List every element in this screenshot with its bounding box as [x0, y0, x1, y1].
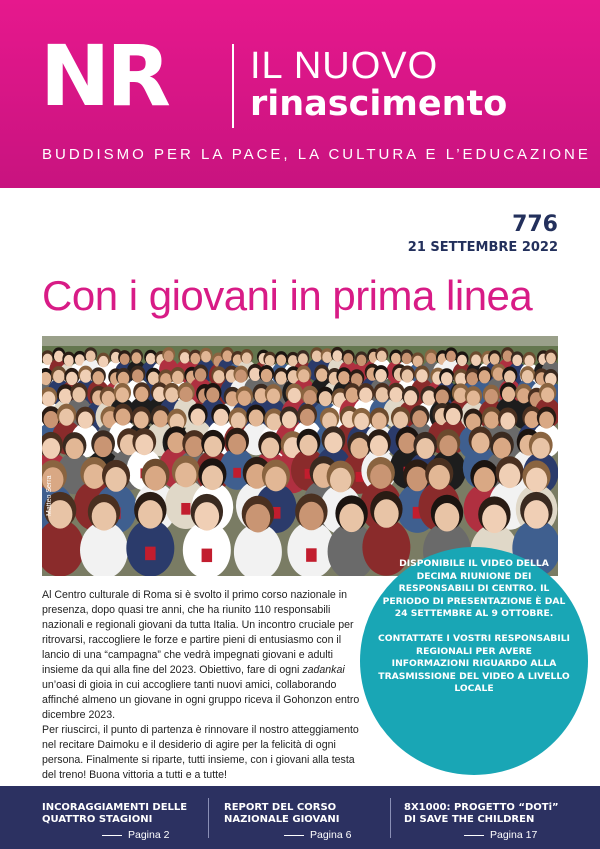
crowd-shape — [467, 391, 480, 406]
crowd-shape — [479, 370, 490, 383]
crowd-shape — [265, 467, 286, 492]
crowd-shape — [228, 434, 246, 455]
crowd-shape — [132, 369, 143, 382]
crowd-shape — [206, 387, 219, 402]
crowd-shape — [59, 409, 74, 426]
crowd-shape — [195, 368, 206, 381]
crowd-shape — [357, 355, 367, 366]
crowd-shape — [164, 350, 174, 361]
crowd-shape — [493, 438, 511, 459]
crowd-shape — [402, 353, 412, 364]
photo-credit: Matteo Serra — [46, 475, 53, 516]
crowd-shape — [500, 412, 515, 429]
crowd-shape — [43, 354, 53, 365]
footer-item-incoraggiamenti[interactable] — [42, 802, 187, 841]
crowd-shape — [393, 412, 408, 429]
logo-nr: NR — [40, 27, 167, 125]
logo-divider — [232, 44, 234, 128]
crowd-shape — [235, 369, 246, 382]
crowd-shape — [370, 435, 388, 456]
crowd-shape — [201, 351, 211, 362]
crowd-shape — [222, 350, 232, 361]
crowd-shape — [532, 438, 550, 459]
issue-number: 776 — [512, 212, 558, 237]
crowd-shape — [44, 411, 59, 428]
crowd-shape — [370, 464, 391, 489]
crowd-shape — [54, 351, 64, 362]
crowd-shape — [195, 502, 220, 531]
crowd-shape — [180, 387, 193, 402]
crowd-shape — [238, 391, 251, 406]
announcement-text — [378, 558, 570, 696]
crowd-shape — [350, 438, 368, 459]
crowd-shape — [180, 352, 190, 363]
crowd-shape — [412, 410, 427, 427]
crowd-shape — [435, 503, 460, 532]
announcement-block-1: DISPONIBILE IL VIDEO DELLA DECIMA RIUNIONE DEI RESPONSABILI DI CENTRO. IL PERIODO DI PRESENTAZIONE È DAL 24 SETTEMBRE AL 9 OTTOBRE. — [382, 558, 566, 620]
group-photo-illustration — [42, 336, 558, 576]
crowd-shape — [306, 548, 317, 562]
crowd-shape — [319, 391, 332, 406]
crowd-shape — [249, 409, 264, 426]
crowd-shape — [134, 411, 149, 428]
crowd-shape — [202, 549, 213, 563]
crowd-shape — [374, 499, 399, 528]
crowd-shape — [204, 436, 222, 457]
crowd-shape — [471, 432, 489, 453]
footer-separator — [208, 798, 209, 838]
article-paragraph-1: Al Centro culturale di Roma si è svolto il primo corso nazionale in presenza, dopo quasi tre anni, che ha riunito 110 responsabili nazionali e regionali giovani da tutta Italia. Un incontro cruciale per ritrovarsi, raccogliere le forze e partire pieni di entusiasmo con il lancio di una “campagna” che vedrà impegnati giovani e adulti insieme da qui alla fine del 2023. Obiettivo, fare di ogni zadankai un’oasi di gioia in cui accogliere tanti nuovi amici, collaborando affinché almeno un giovane in ogni gruppo riceva il Gohonzon entro dicembre 2023. — [42, 589, 360, 721]
crowd-shape — [84, 464, 105, 489]
crowd-shape — [338, 371, 349, 384]
crowd-shape — [546, 353, 556, 364]
crowd-shape — [185, 436, 203, 457]
crowd-shape — [524, 355, 534, 366]
crowd-shape — [145, 466, 166, 491]
crowd-shape — [324, 432, 342, 453]
crowd-shape — [376, 387, 389, 402]
footer-item-title: 8X1000: PROGETTO “DOTi” DI SAVE THE CHILDREN — [404, 802, 559, 825]
crowd-shape — [512, 355, 522, 366]
crowd-shape — [242, 352, 252, 363]
article-paragraph-2: Per riuscirci, il punto di partenza è rinnovare il nostro atteggiamento nel recitare Daimoku e il desiderio di agire per la felicità di ogni persona. Finalmente si riparte, tutti insieme, con i giovani alla testa del treno! Buona vittoria a tutti e a tutte! — [42, 724, 359, 781]
crowd-shape — [94, 436, 112, 457]
crowd-shape — [233, 468, 241, 478]
footer-bar — [0, 786, 600, 849]
crowd-shape — [343, 353, 353, 364]
footer-item-report[interactable] — [224, 802, 351, 841]
masthead-title-line2: rinascimento — [250, 84, 508, 124]
crowd-shape — [92, 502, 117, 531]
crowd-shape — [86, 351, 96, 362]
crowd-shape — [372, 412, 387, 429]
masthead — [0, 0, 600, 188]
crowd-shape — [42, 391, 55, 406]
crowd-shape — [172, 371, 183, 384]
crowd-shape — [485, 389, 498, 404]
crowd-shape — [499, 463, 520, 488]
crowd-shape — [346, 387, 359, 402]
crowd-shape — [116, 387, 129, 402]
crowd-shape — [422, 390, 435, 405]
crowd-shape — [441, 372, 452, 385]
crowd-shape — [416, 369, 427, 382]
crowd-shape — [303, 390, 316, 405]
issue-date: 21 SETTEMBRE 2022 — [407, 240, 558, 255]
crowd-shape — [526, 468, 547, 493]
crowd-shape — [116, 409, 131, 426]
crowd-shape — [407, 467, 428, 492]
crowd-shape — [299, 435, 317, 456]
crowd-shape — [391, 353, 401, 364]
crowd-shape — [213, 370, 224, 383]
crowd-shape — [524, 500, 549, 528]
footer-item-8x1000[interactable] — [404, 802, 559, 841]
crowd-shape — [404, 390, 417, 405]
article-body — [42, 588, 362, 783]
crowd-shape — [190, 353, 200, 364]
crowd-shape — [490, 353, 500, 364]
crowd-shape — [146, 353, 156, 364]
crowd-shape — [402, 369, 413, 382]
crowd-shape — [66, 438, 84, 459]
crowd-shape — [413, 356, 423, 367]
group-photo — [42, 336, 558, 576]
crowd-shape — [354, 413, 369, 430]
crowd-shape — [522, 370, 533, 383]
crowd-shape — [275, 371, 286, 384]
crowd-shape — [53, 370, 64, 383]
crowd-shape — [300, 409, 315, 426]
crowd-shape — [474, 467, 495, 492]
crowd-shape — [267, 388, 280, 403]
crowd-shape — [265, 355, 275, 366]
crowd-shape — [439, 435, 457, 456]
crowd-shape — [298, 369, 309, 382]
crowd-shape — [80, 369, 91, 382]
crowd-shape — [282, 411, 297, 428]
crowd-shape — [98, 356, 108, 367]
crowd-shape — [457, 355, 467, 366]
crowd-shape — [78, 412, 93, 429]
crowd-shape — [539, 412, 554, 429]
crowd-shape — [276, 354, 286, 365]
announcement-block-2: CONTATTATE I VOSTRI RESPONSABILI REGIONALI PER AVERE INFORMAZIONI RIGUARDO ALLA TRASMISSIONE DEL VIDEO A LIVELLO LOCALE — [378, 632, 570, 695]
crowd-shape — [390, 387, 403, 402]
crowd-shape — [64, 355, 74, 366]
crowd-shape — [504, 370, 515, 383]
crowd-shape — [202, 465, 223, 490]
crowd-shape — [416, 438, 434, 459]
crowd-shape — [359, 387, 372, 402]
crowd-shape — [502, 387, 515, 402]
crowd-shape — [426, 353, 436, 364]
crowd-shape — [118, 372, 129, 385]
crowd-shape — [105, 467, 126, 492]
crowd-shape — [181, 503, 190, 515]
crowd-shape — [330, 468, 351, 493]
crowd-shape — [482, 505, 507, 533]
crowd-shape — [135, 387, 148, 402]
crowd-shape — [332, 350, 342, 361]
crowd-shape — [72, 387, 85, 402]
crowd-shape — [377, 351, 387, 362]
crowd-shape — [312, 351, 322, 362]
crowd-shape — [145, 547, 156, 561]
masthead-tagline: BUDDISMO PER LA PACE, LA CULTURA E L’EDUCAZIONE — [42, 146, 591, 163]
crowd-shape — [59, 389, 72, 404]
crowd-shape — [429, 465, 450, 490]
crowd-shape — [436, 389, 449, 404]
crowd-shape — [120, 353, 130, 364]
crowd-shape — [446, 351, 456, 362]
masthead-title-line1: IL NUOVO — [250, 45, 439, 87]
crowd-shape — [446, 408, 461, 425]
crowd-shape — [471, 355, 481, 366]
crowd-shape — [231, 412, 246, 429]
crowd-shape — [66, 372, 77, 385]
footer-item-page: Pagina 17 — [404, 829, 559, 841]
crowd-shape — [261, 437, 279, 458]
crowd-shape — [375, 369, 386, 382]
crowd-shape — [339, 504, 364, 533]
crowd-shape — [267, 413, 282, 430]
crowd-shape — [153, 410, 168, 427]
crowd-shape — [288, 388, 301, 403]
crowd-shape — [246, 504, 271, 533]
crowd-shape — [214, 409, 229, 426]
footer-item-page: Pagina 6 — [224, 829, 351, 841]
crowd-shape — [261, 369, 272, 382]
footer-item-page: Pagina 2 — [42, 829, 187, 841]
footer-separator — [390, 798, 391, 838]
crowd-shape — [175, 463, 196, 488]
crowd-shape — [138, 500, 163, 529]
crowd-shape — [484, 412, 499, 429]
crowd-shape — [165, 387, 178, 402]
crowd-shape — [316, 368, 327, 381]
crowd-shape — [191, 408, 206, 425]
footer-item-title: REPORT DEL CORSO NAZIONALE GIOVANI — [224, 802, 340, 825]
crowd-shape — [93, 371, 104, 384]
crowd-shape — [299, 502, 324, 530]
crowd-shape — [42, 438, 60, 459]
headline: Con i giovani in prima linea — [42, 272, 533, 319]
crowd-shape — [298, 353, 308, 364]
crowd-shape — [541, 387, 554, 402]
crowd-shape — [135, 434, 153, 455]
footer-item-title: INCORAGGIAMENTI DELLE QUATTRO STAGIONI — [42, 802, 188, 825]
crowd-shape — [132, 352, 142, 363]
